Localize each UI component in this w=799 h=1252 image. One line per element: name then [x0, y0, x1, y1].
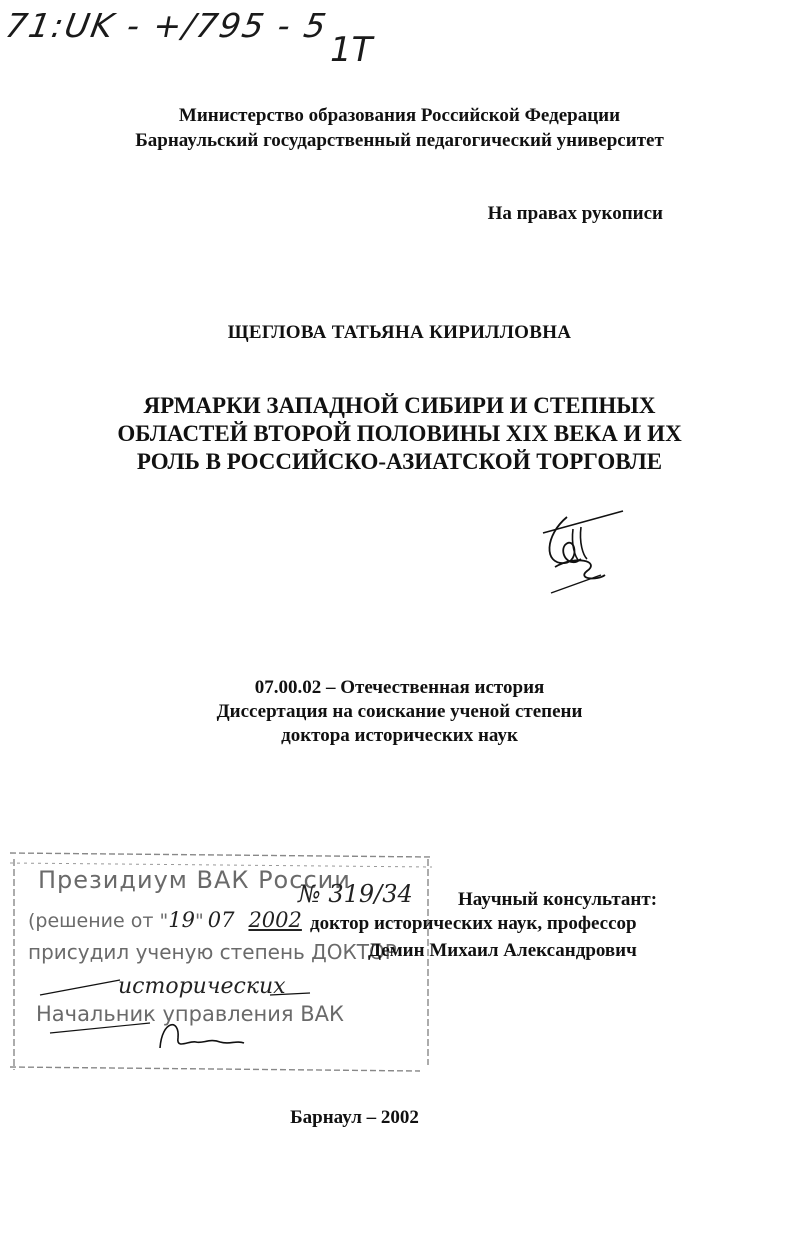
consultant-name: Демин Михаил Александрович — [368, 940, 637, 961]
title-line: РОЛЬ В РОССИЙСКО-АЗИАТСКОЙ ТОРГОВЛЕ — [136, 449, 663, 474]
stamp-line-head: Начальник управления ВАК — [36, 1002, 344, 1026]
dissertation-title — [0, 392, 799, 476]
stamp-date-month: 07 — [207, 908, 235, 932]
degree-line-1: Диссертация на соискание ученой степени — [216, 701, 583, 722]
city-year: Барнаул – 2002 — [290, 1107, 419, 1128]
stamp-date-year: 2002 — [248, 908, 302, 932]
stamp-line-awarded: присудил ученую степень ДОКТОР — [28, 940, 397, 964]
consultant-label: Научный консультант: — [458, 889, 658, 910]
stamp-signature — [150, 1010, 250, 1060]
stamp-degree-word: исторических — [118, 974, 286, 999]
stamp-number: № 319/34 — [298, 880, 413, 908]
stamp-date-day: 19 — [168, 908, 195, 932]
specialty-code: 07.00.02 – Отечественная история — [254, 677, 545, 698]
stamp-decision-quote: " — [194, 910, 204, 932]
consultant-degree: доктор исторических наук, профессор — [310, 913, 637, 934]
handwritten-mark: 1Т — [330, 30, 373, 70]
stamp-line-decision — [28, 908, 302, 933]
title-line: ОБЛАСТЕЙ ВТОРОЙ ПОЛОВИНЫ XIX ВЕКА И ИХ — [117, 421, 682, 446]
ministry-heading: Министерство образования Российской Федерации — [178, 105, 621, 126]
university-heading: Барнаульский государственный педагогический университет — [135, 130, 664, 151]
handwritten-archive-code: 71:UK - +/795 - 5 — [2, 6, 331, 45]
stamp-decision-prefix: (решение от " — [28, 910, 169, 932]
author-name: ЩЕГЛОВА ТАТЬЯНА КИРИЛЛОВНА — [227, 322, 572, 343]
title-line: ЯРМАРКИ ЗАПАДНОЙ СИБИРИ И СТЕПНЫХ — [143, 393, 656, 418]
author-signature — [535, 505, 630, 600]
rights-note: На правах рукописи — [487, 203, 663, 224]
degree-line-2: доктора исторических наук — [281, 725, 518, 746]
stamp-line-presidium: Президиум ВАК России — [38, 866, 351, 894]
